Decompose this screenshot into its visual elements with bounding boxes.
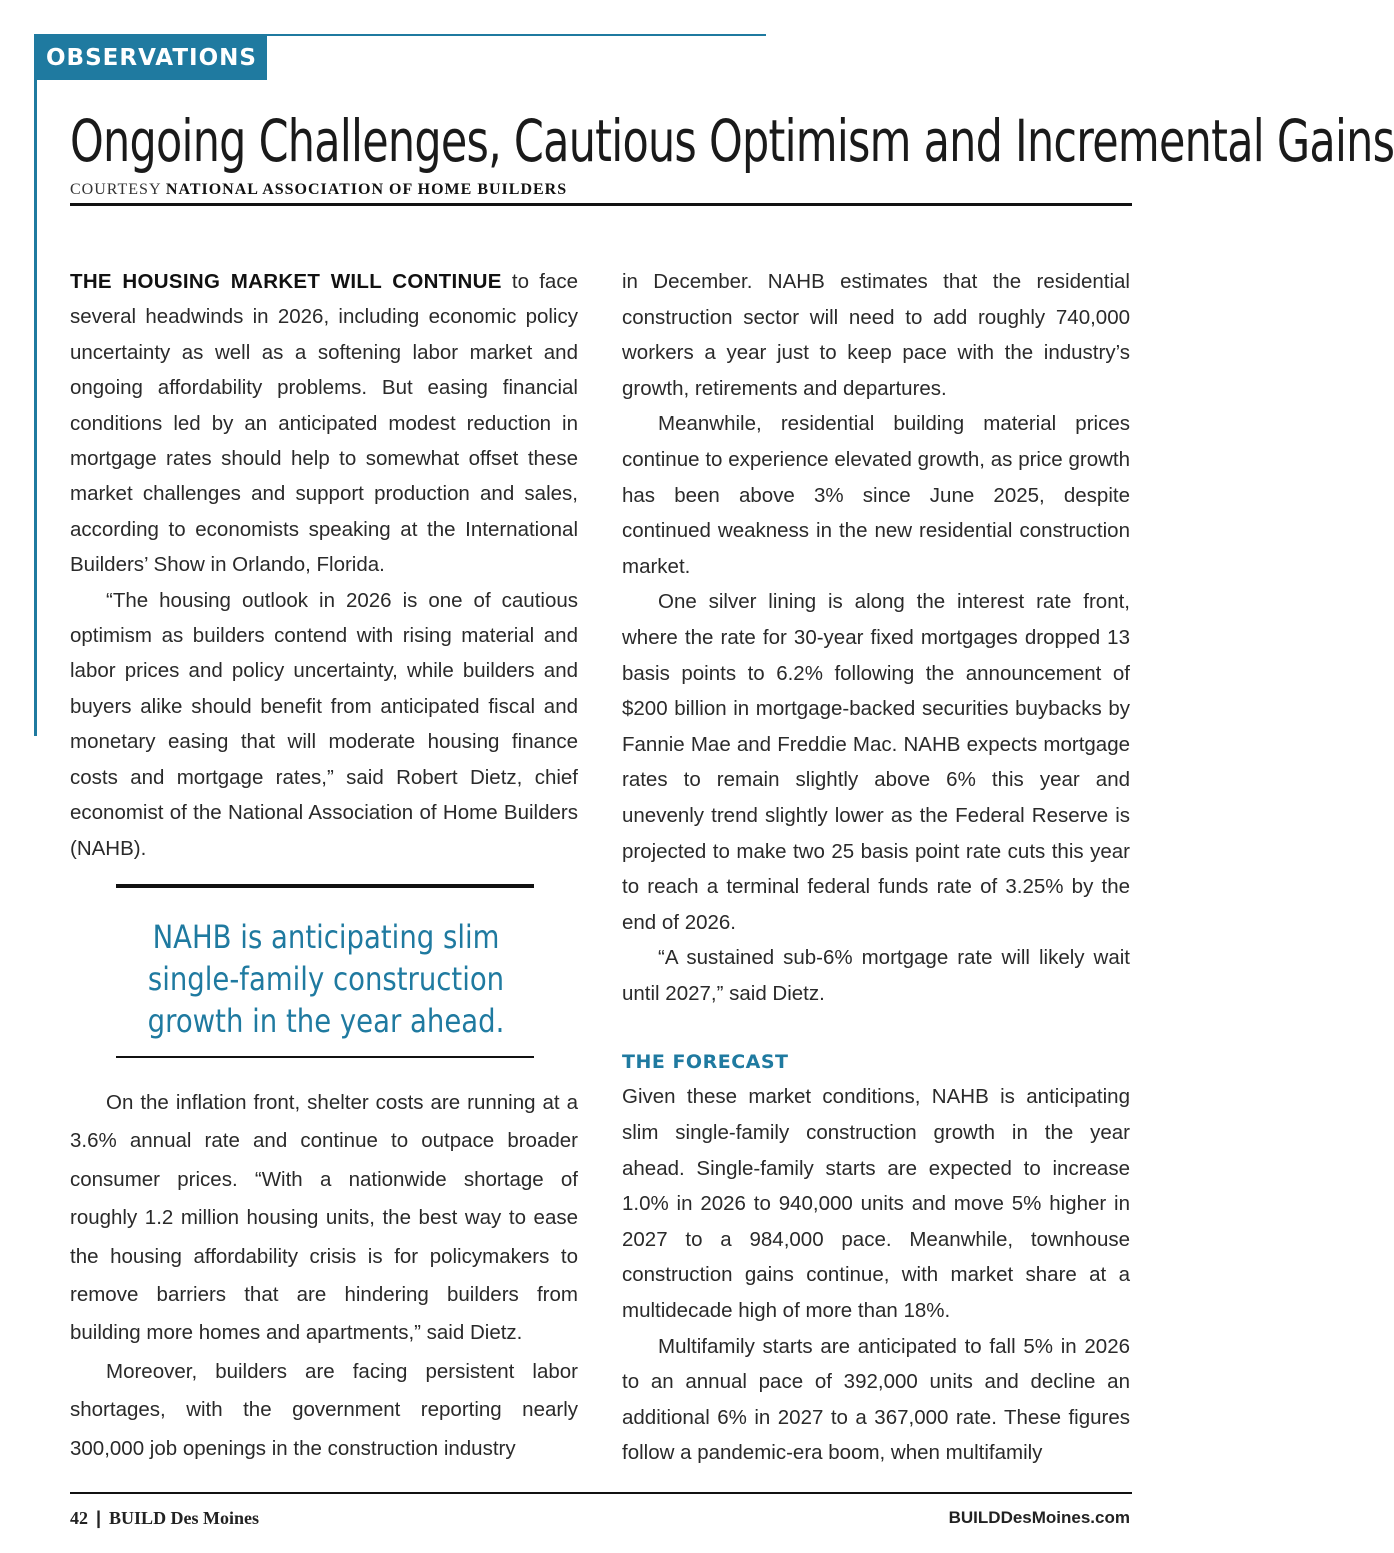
pull-quote: NAHB is anticipating slim single-family construction growth in the year ahead. <box>147 918 505 1040</box>
section-tag: OBSERVATIONS <box>36 36 267 80</box>
pull-quote-top-rule <box>116 884 534 888</box>
paragraph: in December. NAHB estimates that the residential construction sector will need to add roughly 740,000 workers a year just to keep pace with the industry’s growth, retirements and departures. <box>622 270 1130 400</box>
left-column-bottom <box>70 1084 578 1468</box>
left-accent-rule <box>34 34 37 736</box>
page-number: 42 <box>70 1508 88 1528</box>
footer-folio <box>70 1508 259 1529</box>
article-credit <box>70 181 567 199</box>
credit-prefix: COURTESY <box>70 181 161 198</box>
paragraph: Given these market conditions, NAHB is anticipating slim single-family construction growth in the year ahead. Single-family starts are expected to increase 1.0% in 2026 to 940,000 units and move 5% higher in 2027 to a 984,000 pace. Meanwhile, townhouse construction gains continue, with market share at a multidecade high of more than 18%. <box>622 1085 1130 1323</box>
right-column <box>622 264 1130 1471</box>
paragraph <box>70 264 578 583</box>
paragraph: “A sustained sub-6% mortgage rate will likely wait until 2027,” said Dietz. <box>622 946 1130 1005</box>
section-subhead: THE FORECAST <box>622 1051 789 1074</box>
article-headline: Ongoing Challenges, Cautious Optimism and Incremental Gains <box>70 107 1394 175</box>
paragraph: “The housing outlook in 2026 is one of cautious optimism as builders contend with rising material and labor prices and policy uncertainty, while builders and buyers alike should benefit from anticipated fiscal and monetary easing that will moderate housing finance costs and mortgage rates,” said Robert Dietz, chief economist of the National Association of Home Builders (NAHB). <box>70 588 578 860</box>
website-link[interactable]: BUILDDesMoines.com <box>948 1508 1130 1527</box>
folio-separator: | <box>96 1508 102 1528</box>
paragraph: Meanwhile, residential building material prices continue to experience elevated growth, as price growth has been above 3% since June 2025, despite continued weakness in the new residential construction market. <box>622 412 1130 578</box>
paragraph: On the inflation front, shelter costs are running at a 3.6% annual rate and continue to outpace broader consumer prices. “With a nationwide shortage of roughly 1.2 million housing units, the best way to ease the housing affordability crisis is for policymakers to remove barriers that are hindering builders from building more homes and apartments,” said Dietz. <box>70 1091 578 1345</box>
pull-quote-bottom-rule <box>116 1056 534 1058</box>
paragraph: Moreover, builders are facing persistent labor shortages, with the government reporting nearly 300,000 job openings in the construction industry <box>70 1359 578 1460</box>
left-column-top <box>70 264 578 866</box>
footer-divider <box>70 1492 1132 1494</box>
headline-divider <box>70 203 1132 206</box>
publication-name: BUILD Des Moines <box>109 1508 260 1528</box>
paragraph-text: to face several headwinds in 2026, including economic policy uncertainty as well as a softening labor market and ongoing affordability problems. But easing financial conditions led by an anticipated modest reduction in mortgage rates should help to somewhat offset these market challenges and support production and sales, according to economists speaking at the International Builders’ Show in Orlando, Florida. <box>70 270 578 577</box>
paragraph: One silver lining is along the interest rate front, where the rate for 30-year fixed mortgages dropped 13 basis points to 6.2% following the announcement of $200 billion in mortgage-backed securities buybacks by Fannie Mae and Freddie Mac. NAHB expects mortgage rates to remain slightly above 6% this year and unevenly trend slightly lower as the Federal Reserve is projected to make two 25 basis point rate cuts this year to reach a terminal federal funds rate of 3.25% by the end of 2026. <box>622 590 1130 934</box>
credit-source: NATIONAL ASSOCIATION OF HOME BUILDERS <box>165 181 568 198</box>
lead-in: THE HOUSING MARKET WILL CONTINUE <box>70 270 502 293</box>
paragraph: Multifamily starts are anticipated to fall 5% in 2026 to an annual pace of 392,000 units and decline an additional 6% in 2027 to a 367,000 rate. These figures follow a pandemic-era boom, when multifamily <box>622 1334 1130 1465</box>
